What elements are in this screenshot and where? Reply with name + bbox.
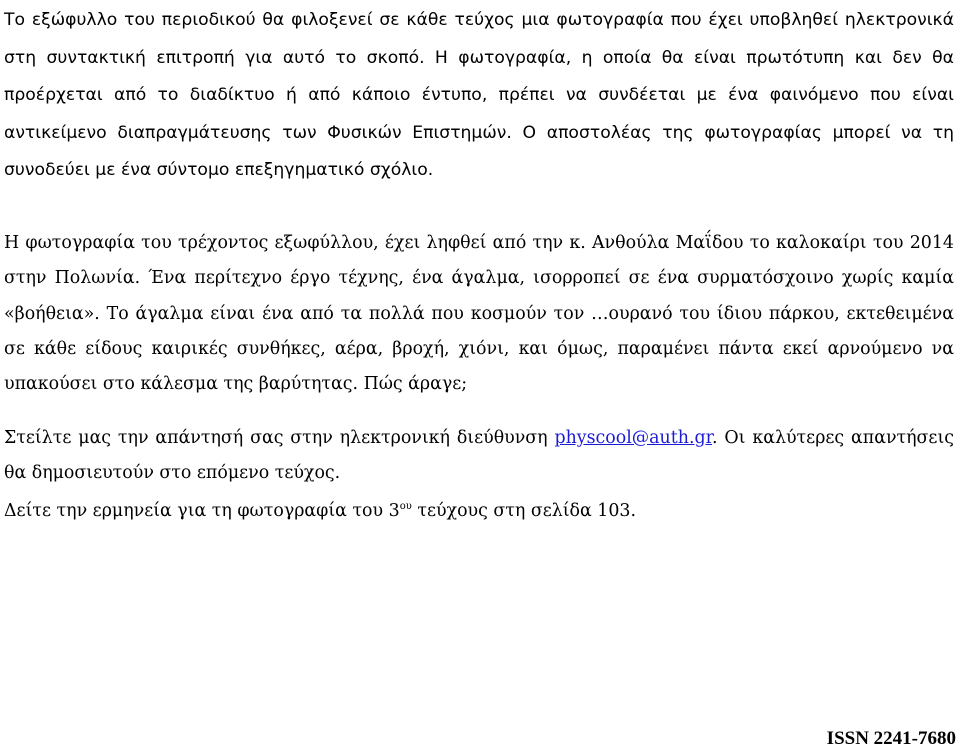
- email-link[interactable]: physcool@auth.gr: [554, 428, 713, 448]
- photo-description-paragraph: Η φωτογραφία του τρέχοντος εξωφύλλου, έχει ληφθεί από την κ. Ανθούλα Μαΐδου το καλοκαίρι του 2014 στην Πολωνία. Ένα περίτεχνο έργο τέχνης, ένα άγαλμα, ισορροπεί σε ένα συρματόσχοινο χωρίς καμία «βοήθεια». Το άγαλμα είναι ένα από τα πολλά που κοσμούν τον …ουρανό του ίδιου πάρκου, εκτεθειμένα σε κάθε είδους καιρικές συνθήκες, αέρα, βροχή, χιόνι, και όμως, παραμένει πάντα εκεί αρνούμενο να υπακούσει στο κάλεσμα της βαρύτητας. Πώς άραγε;: [4, 233, 954, 395]
- intro-paragraph: Το εξώφυλλο του περιοδικού θα φιλοξενεί σε κάθε τεύχος μια φωτογραφία που έχει υποβληθεί ηλεκτρονικά στη συντακτική επιτροπή για αυτό το σκοπό. Η φωτογραφία, η οποία θα είναι πρωτότυπη και δεν θα προέρχεται από το διαδίκτυο ή από κάποιο έντυπο, πρέπει να συνδέεται με ένα φαινόμενο που είναι αντικείμενο διαπραγμάτευσης των Φυσικών Επιστημών. Ο αποστολέας της φωτογραφίας μπορεί να τη συνοδεύει με ένα σύντομο επεξηγηματικό σχόλιο.: [4, 10, 954, 180]
- answer-text-after: . Οι καλύτερες απαντήσεις θα δημοσιευτούν στο επόμενο τεύχος.: [4, 428, 954, 484]
- answer-text-before: Στείλτε μας την απάντησή σας στην ηλεκτρονική διεύθυνση: [4, 428, 555, 448]
- previous-issue-reference: [4, 494, 954, 529]
- ordinal-superscript: ου: [399, 501, 412, 512]
- reference-text-before: Δείτε την ερμηνεία για τη φωτογραφία του 3: [4, 501, 400, 521]
- reference-text-after: τεύχους στη σελίδα 103.: [411, 501, 637, 521]
- answer-instructions-paragraph: [4, 421, 954, 492]
- issn-number: ISSN 2241-7680: [826, 728, 956, 749]
